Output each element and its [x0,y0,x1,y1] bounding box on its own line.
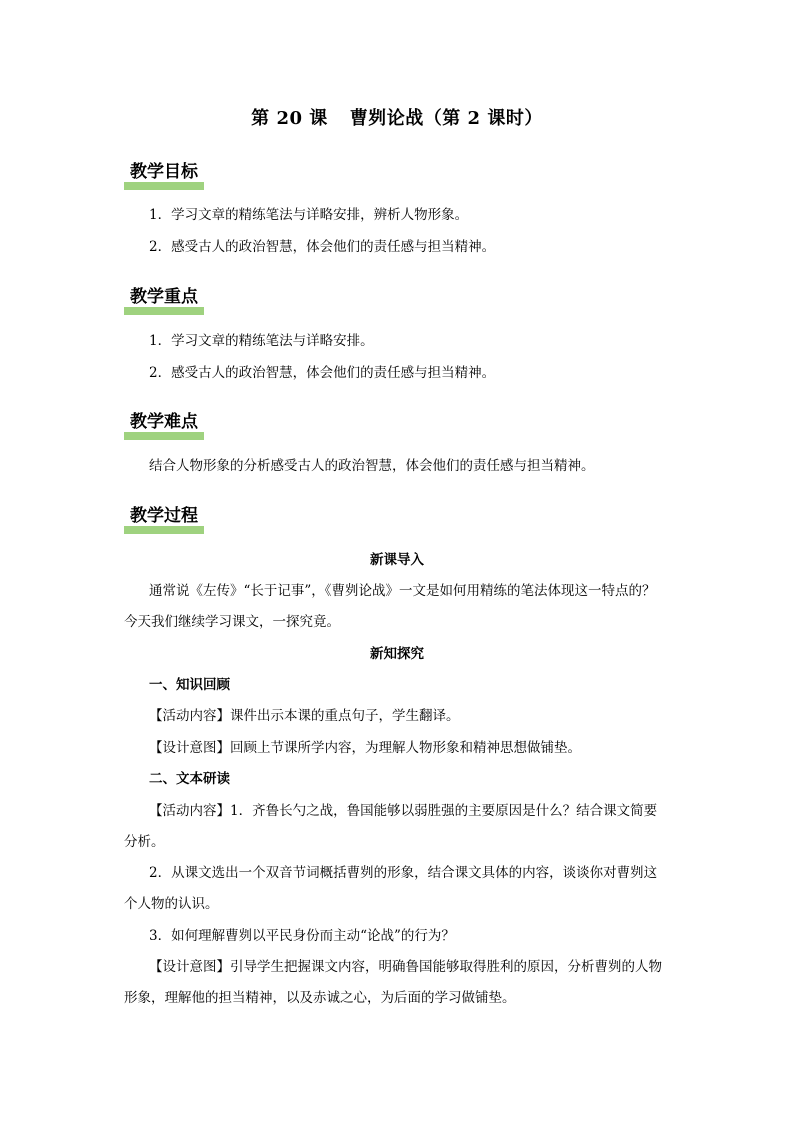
section-heading-goals: 教学目标 [124,160,204,190]
key-point-item-2: 2．感受古人的政治智慧，体会他们的责任感与担当精神。 [149,365,496,381]
subsection-title-intro: 新课导入 [370,552,424,568]
part2-line-5: 3．如何理解曹刿以平民身份而主动“论战”的行为？ [149,928,455,944]
part1-intent: 【设计意图】回顾上节课所学内容，为理解人物形象和精神思想做铺垫。 [149,740,581,756]
part1-activity: 【活动内容】课件出示本课的重点句子，学生翻译。 [149,708,460,724]
lesson-title [0,104,794,130]
subsection-title-explore: 新知探究 [370,646,424,662]
section-heading-difficulties: 教学难点 [124,410,204,440]
part2-line-3: 2．从课文选出一个双音节词概括曹刿的形象，结合课文具体的内容，谈谈你对曹刿这 [149,865,658,881]
goal-item-1: 1．学习文章的精练笔法与详略安排，辨析人物形象。 [149,207,469,223]
intro-line-2: 今天我们继续学习课文，一探究竟。 [124,614,340,630]
section-heading-process: 教学过程 [124,504,204,534]
intro-line-1: 通常说《左传》“长于记事”，《曹刿论战》一文是如何用精练的笔法体现这一特点的？ [149,583,656,599]
part2-line-1: 【活动内容】1．齐鲁长勺之战，鲁国能够以弱胜强的主要原因是什么？结合课文简要 [149,803,658,819]
part2-line-2: 分析。 [124,834,165,850]
section-heading-key-points: 教学重点 [124,285,204,315]
lesson-name: 曹刿论战（第 2 课时） [349,108,543,129]
part2-line-4: 个人物的认识。 [124,896,219,912]
heading-highlight [124,307,204,315]
part2-line-6: 【设计意图】引导学生把握课文内容，明确鲁国能够取得胜利的原因，分析曹刿的人物 [149,959,662,975]
lesson-number: 第 20 课 [251,108,328,129]
heading-highlight [124,432,204,440]
difficulty-item-1: 结合人物形象的分析感受古人的政治智慧，体会他们的责任感与担当精神。 [149,458,595,474]
part2-line-7: 形象，理解他的担当精神，以及赤诚之心，为后面的学习做铺垫。 [124,990,516,1006]
heading-highlight [124,526,204,534]
part2-title: 二、文本研读 [149,771,230,787]
heading-highlight [124,182,204,190]
key-point-item-1: 1．学习文章的精练笔法与详略安排。 [149,333,374,349]
part1-title: 一、知识回顾 [149,677,230,693]
goal-item-2: 2．感受古人的政治智慧，体会他们的责任感与担当精神。 [149,239,496,255]
